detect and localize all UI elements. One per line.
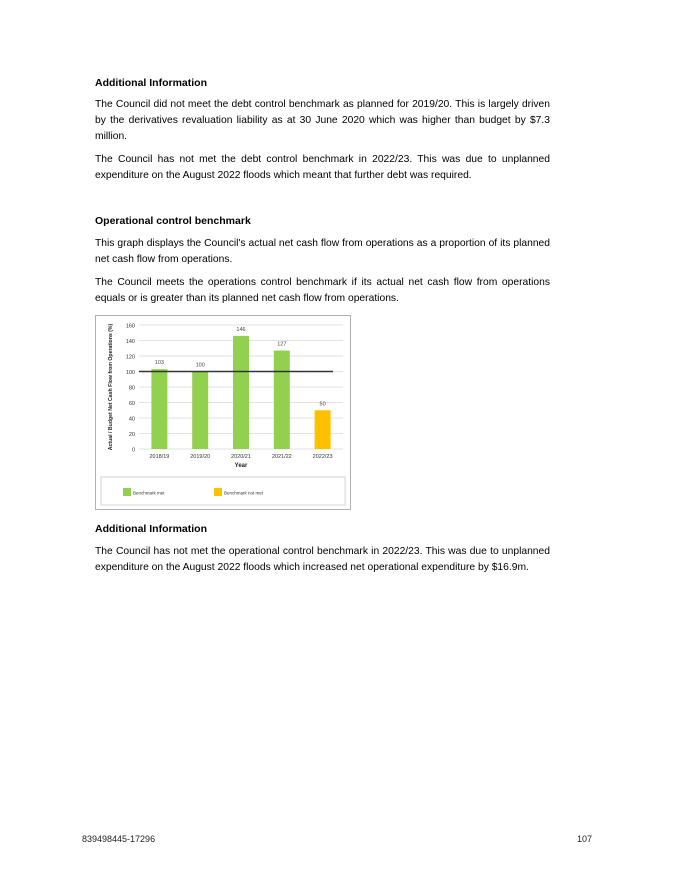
- bar: [151, 369, 167, 449]
- paragraph-benchmark-definition: The Council meets the operations control benchmark if its actual net cash flow from operations equals or is greater than its planned net cash flow from operations.: [95, 277, 550, 304]
- x-tick-label: 2019/20: [190, 454, 211, 460]
- bar: [233, 336, 249, 449]
- paragraph-debt-2022: The Council has not met the debt control benchmark in 2022/23. This was due to unplanned expenditure on the August 2022 floods which meant that further debt was required.: [95, 154, 550, 181]
- y-tick-label: 100: [125, 370, 135, 376]
- data-label: 146: [236, 326, 246, 333]
- paragraph-debt-2019: The Council did not meet the debt control benchmark as planned for 2019/20. This is largely driven by the derivatives revaluation liability as at 30 June 2020 which was higher than budget by $7.3 million.: [95, 99, 550, 142]
- y-tick-label: 160: [125, 323, 135, 330]
- legend-swatch: [123, 488, 131, 496]
- y-tick-label: 60: [128, 401, 135, 407]
- section-heading-operational-control: Operational control benchmark: [95, 215, 251, 227]
- data-label: 127: [277, 341, 287, 348]
- paragraph-operational-2022: The Council has not met the operational control benchmark in 2022/23. This was due to unplanned expenditure on the August 2022 floods which increased net operational expenditure by $16.9m.: [95, 546, 550, 573]
- x-tick-label: 2022/23: [312, 454, 333, 460]
- y-tick-label: 20: [128, 432, 135, 438]
- x-axis-title: Year: [234, 463, 248, 469]
- data-label: 103: [154, 360, 164, 367]
- y-tick-label: 140: [125, 339, 135, 345]
- y-tick-label: 0: [131, 447, 135, 454]
- x-tick-label: 2020/21: [231, 454, 251, 460]
- chart-svg: [96, 316, 350, 509]
- bar: [274, 351, 290, 449]
- operational-benchmark-chart: [95, 315, 351, 510]
- legend-label: Benchmark not met: [224, 490, 264, 496]
- section-heading-additional-info-2: Additional Information: [95, 523, 207, 535]
- legend-label: Benchmark met: [133, 490, 165, 496]
- legend-swatch: [214, 488, 222, 496]
- y-tick-label: 40: [128, 416, 135, 423]
- x-tick-label: 2018/19: [149, 454, 170, 460]
- y-tick-label: 120: [125, 354, 135, 361]
- data-label: 50: [319, 401, 326, 408]
- x-tick-label: 2021/22: [271, 454, 292, 460]
- footer-doc-id: 839498445-17296: [82, 834, 156, 844]
- data-label: 100: [195, 362, 205, 369]
- y-tick-label: 80: [128, 385, 135, 392]
- bar: [315, 410, 331, 449]
- section-heading-additional-info-1: Additional Information: [95, 77, 207, 89]
- footer-page-number: 107: [576, 834, 592, 844]
- y-axis-title: Actual / Budget Net Cash Flow from Operations (%): [108, 323, 114, 451]
- bar: [192, 372, 208, 450]
- paragraph-graph-description: This graph displays the Council's actual net cash flow from operations as a proportion of its planned net cash flow from operations.: [95, 238, 550, 265]
